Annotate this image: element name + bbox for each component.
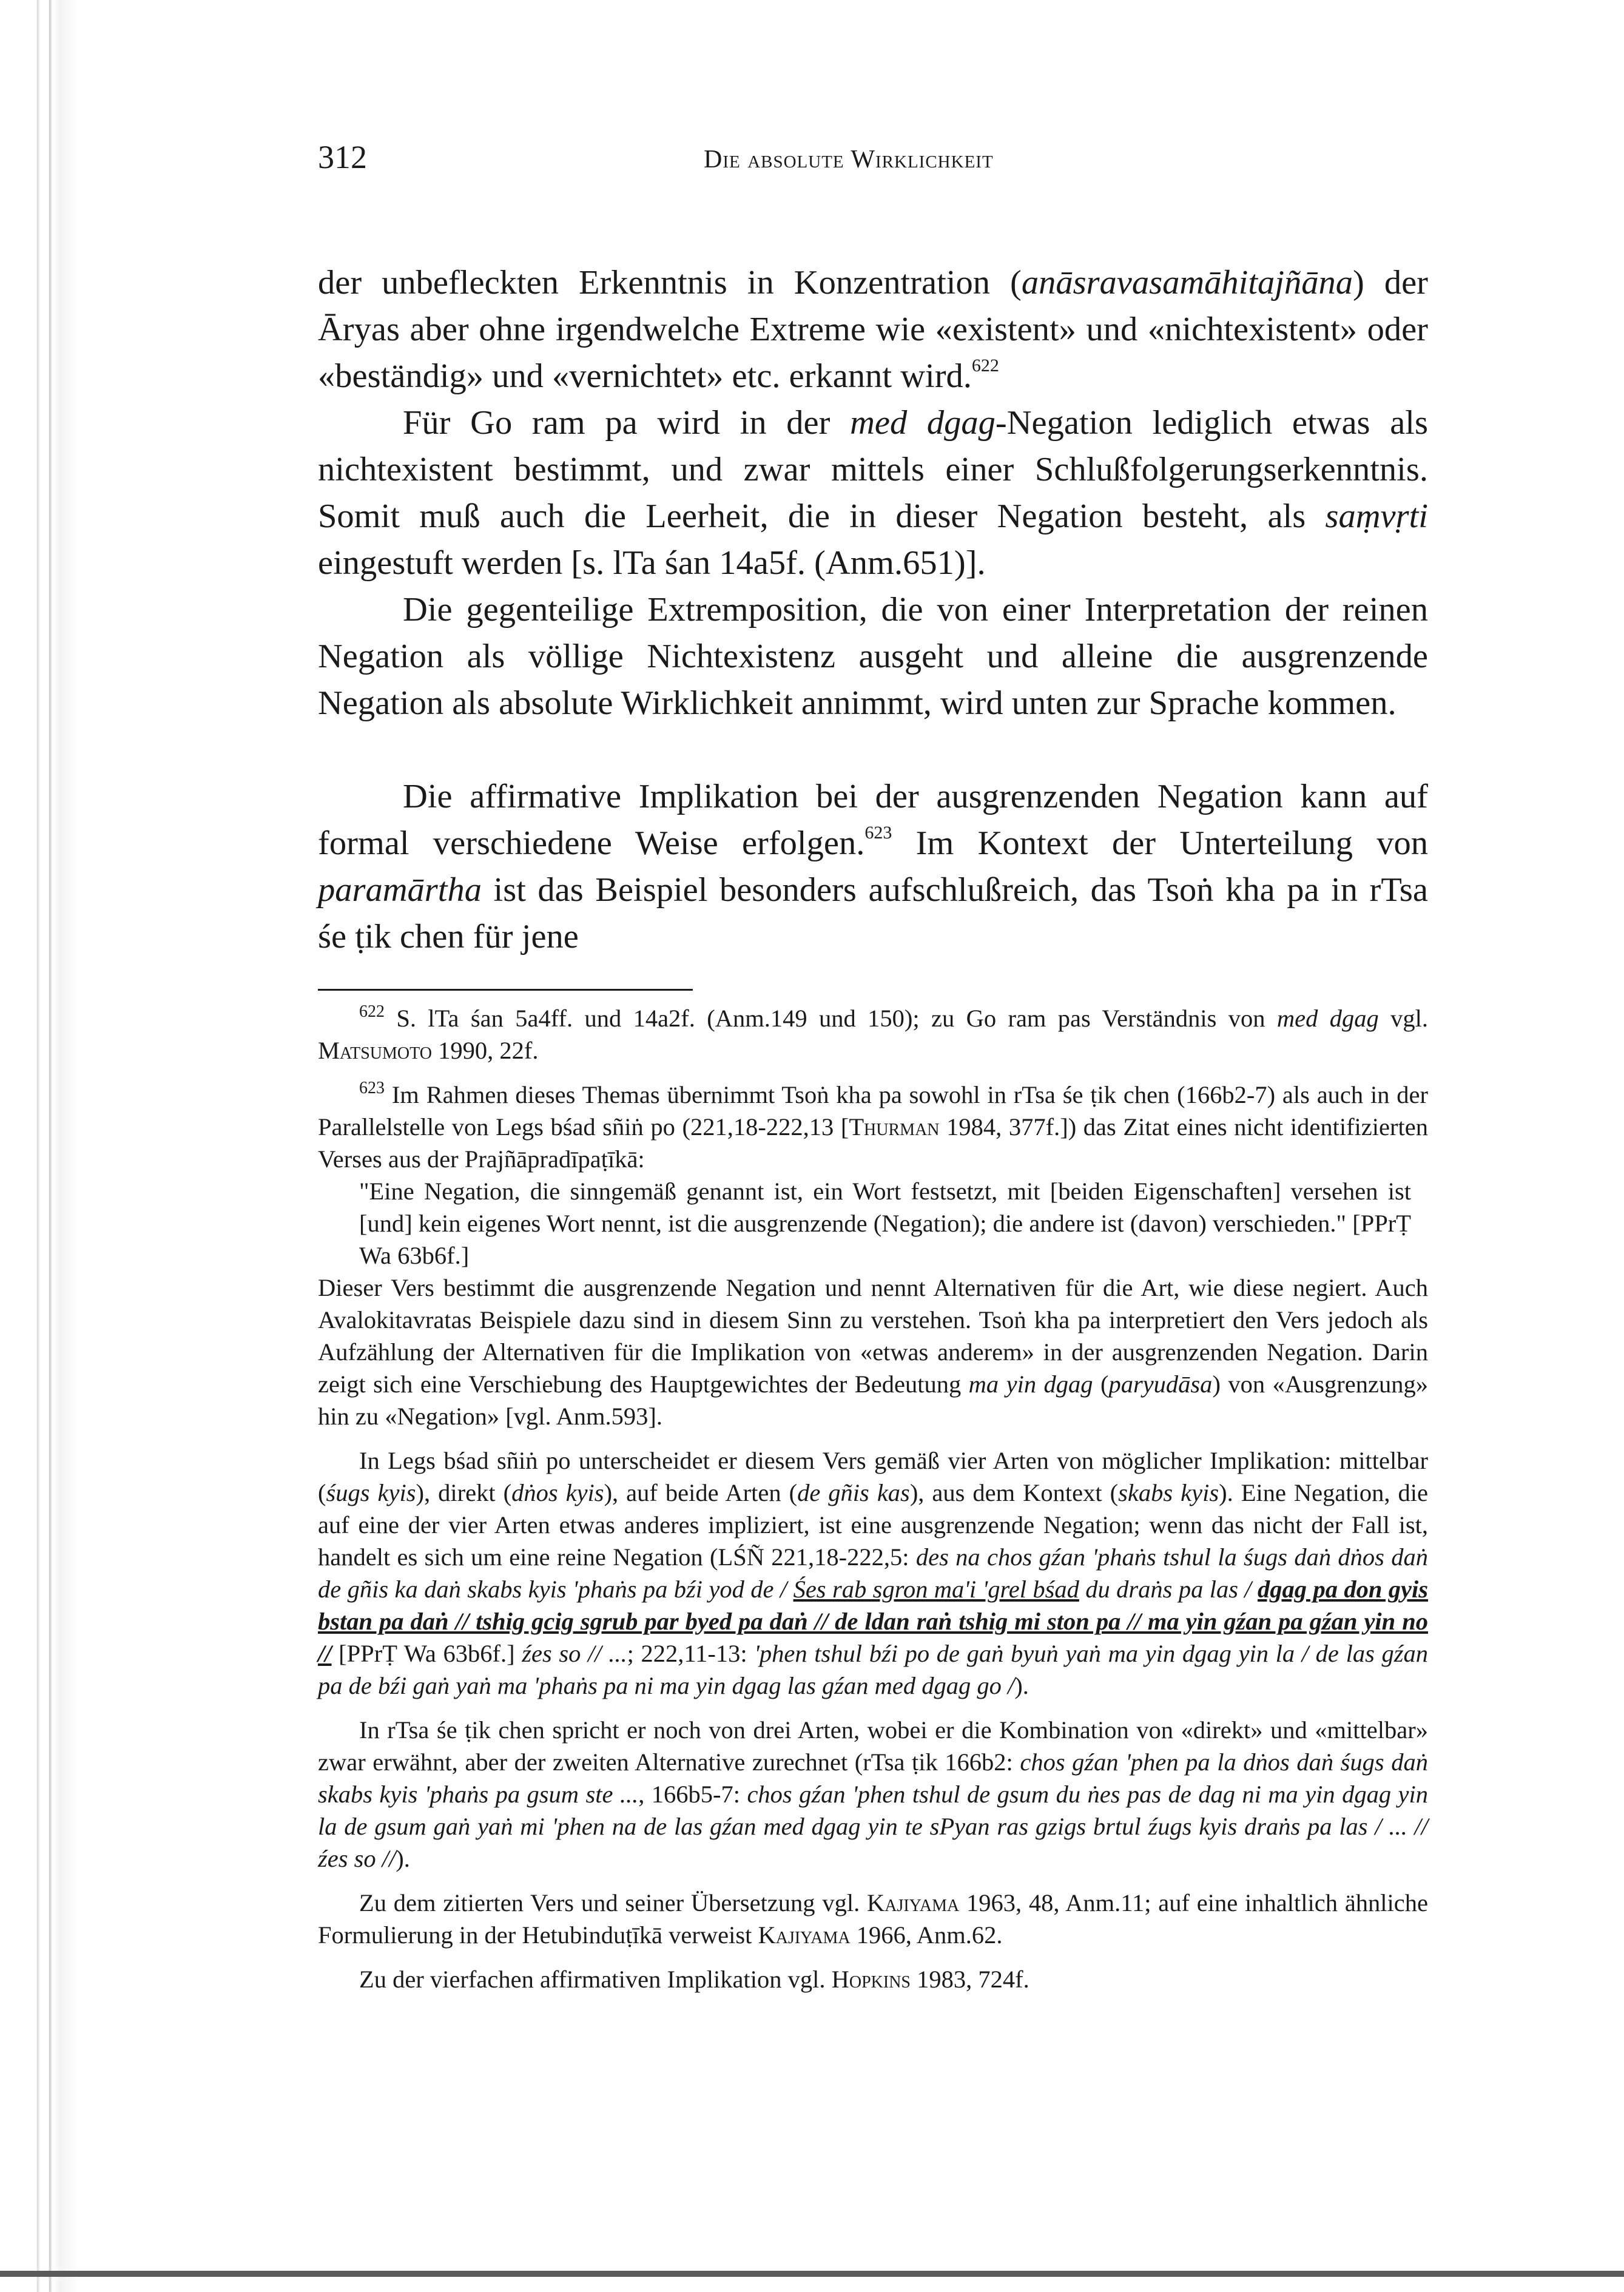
page-number: 312 bbox=[318, 139, 367, 175]
footnotes bbox=[318, 1002, 1428, 1995]
paragraph-1: der unbefleckten Erkenntnis in Konzentration (anāsravasamāhitajñāna) der Āryas aber ohne irgendwelche Extreme wie «existent» und «nichtexistent» oder «beständig» und «vernichtet» etc. erkannt wird.$^{622}$ bbox=[318, 264, 1428, 395]
footnote-623-para-3: In Legs bśad sñiṅ po unterscheidet er diesem Vers gemäß vier Arten von möglicher Implikation: mittelbar (śugs kyis), direkt (dṅos kyis), auf beide Arten (de gñis kas), aus dem Kontext (skabs kyis). Eine Negation, die auf eine der vier Arten etwas anderes impliziert, ist eine ausgrenzende Negation; wenn das nicht der Fall ist, handelt es sich um eine reine Negation (LŚÑ 221,18-222,5: des na chos gźan 'phaṅs tshul la śugs daṅ dṅos daṅ de gñis ka daṅ skabs kyis 'phaṅs pa bźi yod de / Śes rab sgron ma'i 'grel bśad du draṅs pa las / dgag pa don gyis bstan pa daṅ // tshig gcig sgrub par byed pa daṅ // de ldan raṅ tshig mi ston pa // ma yin gźan pa gźan yin no // [PPrṬ Wa 63b6f.] źes so // ...; 222,11-13: 'phen tshul bźi po de gaṅ byuṅ yaṅ ma yin dgag yin la / de las gźan pa de bźi gaṅ yaṅ ma 'phaṅs pa ni ma yin dgag las gźan med dgag go /). bbox=[318, 1447, 1428, 1699]
paragraph-4: Die affirmative Implikation bei der ausgrenzenden Negation kann auf formal verschiedene Weise erfolgen.$^{623}$ Im Kontext der Unterteilung von paramārtha ist das Beispiel besonders aufschlußreich, das Tsoṅ kha pa in rTsa śe ṭik chen für jene bbox=[318, 778, 1428, 956]
footnote-number: 623 bbox=[359, 1079, 385, 1097]
footnote-623: $^{623}$ Im Rahmen dieses Themas übernimmt Tsoṅ kha pa sowohl in rTsa śe ṭik chen (166b2-7) als auch in der Parallelstelle von Legs bśad sñiṅ po (221,18-222,13 [Thurman 1984, 377f.]) das Zitat eines nicht identifizierten Verses aus der Prajñāpradīpaṭīkā: bbox=[318, 1079, 1428, 1173]
footnote-ref-622[interactable]: 622 bbox=[971, 356, 999, 376]
running-head: Die absolute Wirklichkeit bbox=[704, 146, 994, 174]
book-binding-shadow bbox=[0, 0, 79, 2292]
footnote-ref-623[interactable]: 623 bbox=[864, 823, 892, 843]
footnote-622: $^{622}$ S. lTa śan 5a4ff. und 14a2f. (Anm.149 und 150); zu Go ram pas Verständnis von med dgag vgl. Matsumoto 1990, 22f. bbox=[318, 1002, 1428, 1064]
footnote-623-para-2: Dieser Vers bestimmt die ausgrenzende Negation und nennt Alternativen für die Art, wie diese negiert. Auch Avalokitavratas Beispiele dazu sind in diesem Sinn zu verstehen. Tsoṅ kha pa interpretiert den Vers jedoch als Aufzählung der Alternativen für die Implikation von «etwas anderem» in der ausgrenzenden Negation. Darin zeigt sich eine Verschiebung des Hauptgewichtes der Bedeutung ma yin dgag (paryudāsa) von «Ausgrenzung» hin zu «Negation» [vgl. Anm.593]. bbox=[318, 1274, 1428, 1430]
main-text bbox=[318, 260, 1428, 960]
footnote-623-quote: "Eine Negation, die sinngemäß genannt ist, ein Wort festsetzt, mit [beiden Eigenschaften] versehen ist [und] kein eigenes Wort nennt, ist die ausgrenzende (Negation); die andere ist (davon) verschieden." [PPrṬ Wa 63b6f.] bbox=[359, 1178, 1411, 1269]
paragraph-3: Die gegenteilige Extremposition, die von einer Interpretation der reinen Negation als völlige Nichtexistenz ausgeht und alleine die ausgrenzende Negation als absolute Wirklichkeit annimmt, wird unten zur Sprache kommen. bbox=[318, 591, 1428, 722]
footnote-623-para-4: In rTsa śe ṭik chen spricht er noch von drei Arten, wobei er die Kombination von «direkt» und «mittelbar» zwar erwähnt, aber der zweiten Alternative zurechnet (rTsa ṭik 166b2: chos gźan 'phen pa la dṅos daṅ śugs daṅ skabs kyis 'phaṅs pa gsum ste ..., 166b5-7: chos gźan 'phen tshul de gsum du ṅes pas de dag ni ma yin dgag yin la de gsum gaṅ yaṅ mi 'phen na de las gźan med dgag yin te sPyan ras gzigs brtul źugs kyis draṅs pa las / ... // źes so //). bbox=[318, 1716, 1429, 1872]
paragraph-2: Für Go ram pa wird in der med dgag-Negation lediglich etwas als nichtexistent bestimmt, und zwar mittels einer Schlußfolgerungserkenntnis. Somit muß auch die Leerheit, die in dieser Negation besteht, als saṃvṛti eingestuft werden [s. lTa śan 14a5f. (Anm.651)]. bbox=[318, 404, 1428, 582]
scan-bottom-edge bbox=[0, 2271, 1624, 2277]
footnote-separator bbox=[318, 989, 693, 991]
footnote-623-para-5: Zu dem zitierten Vers und seiner Übersetzung vgl. Kajiyama 1963, 48, Anm.11; auf eine inhaltlich ähnliche Formulierung in der Hetubinduṭīkā verweist Kajiyama 1966, Anm.62. bbox=[318, 1889, 1428, 1949]
footnote-number: 622 bbox=[359, 1002, 385, 1021]
footnote-623-para-6: Zu der vierfachen affirmativen Implikation vgl. Hopkins 1983, 724f. bbox=[359, 1966, 1029, 1993]
